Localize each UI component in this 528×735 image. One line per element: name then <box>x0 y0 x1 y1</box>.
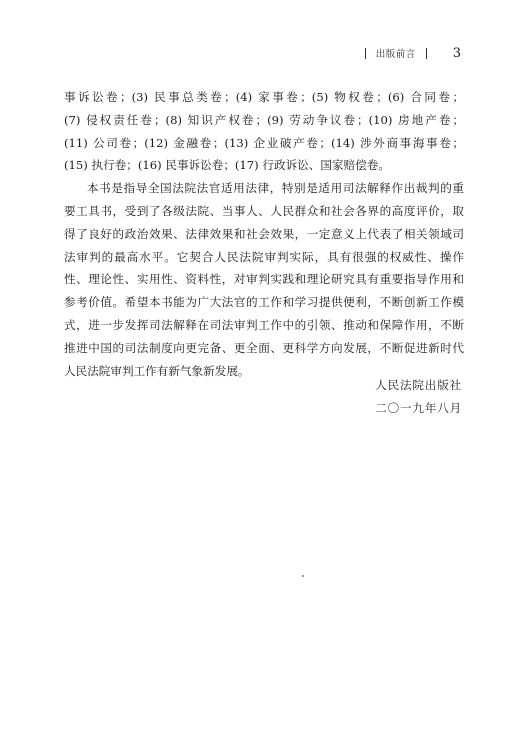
text-line: 参考价值。希望本书能为广大法官的工作和学习提供便利，不断创新工作模 <box>64 295 464 310</box>
text-line: 本书是指导全国法院法官适用法律，特别是适用司法解释作出裁判的重 <box>87 181 464 196</box>
paragraph-volume-list <box>64 86 464 177</box>
text-line: 要工具书，受到了各级法院、当事人、人民群众和社会各界的高度评价，取 <box>64 203 464 218</box>
header-divider-left <box>365 48 366 59</box>
header-section-title: 出版前言 <box>375 49 416 60</box>
text-line: 性、理论性、实用性、资料性，对审判实践和理论研究具有重要指导作用和 <box>64 272 464 287</box>
text-line: 式，进一步发挥司法解释在司法审判工作中的引领、推动和保障作用，不断 <box>64 317 464 332</box>
text-line: (7) 侵权责任卷；(8) 知识产权卷；(9) 劳动争议卷；(10) 房地产卷； <box>64 112 464 127</box>
page-body <box>64 86 464 382</box>
text-line: 人民法院审判工作有新气象新发展。 <box>64 363 250 378</box>
running-header <box>355 44 461 62</box>
text-line: 法审判的最高水平。它契合人民法院审判实际，具有很强的权威性、操作 <box>64 249 464 264</box>
publisher-name: 人民法院出版社 <box>375 378 462 392</box>
text-line: (11) 公司卷；(12) 金融卷；(13) 企业破产卷；(14) 涉外商事海事卷； <box>64 135 464 150</box>
signature-block <box>375 374 462 420</box>
text-line: 事诉讼卷；(3) 民事总类卷；(4) 家事卷；(5) 物权卷；(6) 合同卷； <box>64 90 464 104</box>
text-line: 得了良好的政治效果、法律效果和社会效果，一定意义上代表了相关领域司 <box>64 226 464 241</box>
text-line: 推进中国的司法制度向更完备、更全面、更科学方向发展，不断促进新时代 <box>64 340 464 355</box>
publication-date: 二〇一九年八月 <box>375 400 462 415</box>
scan-speck <box>302 575 304 577</box>
header-divider-right <box>426 48 427 59</box>
text-line: (15) 执行卷；(16) 民事诉讼卷；(17) 行政诉讼、国家赔偿卷。 <box>64 158 390 173</box>
paragraph-book-purpose <box>64 177 464 382</box>
page-number: 3 <box>452 45 461 61</box>
